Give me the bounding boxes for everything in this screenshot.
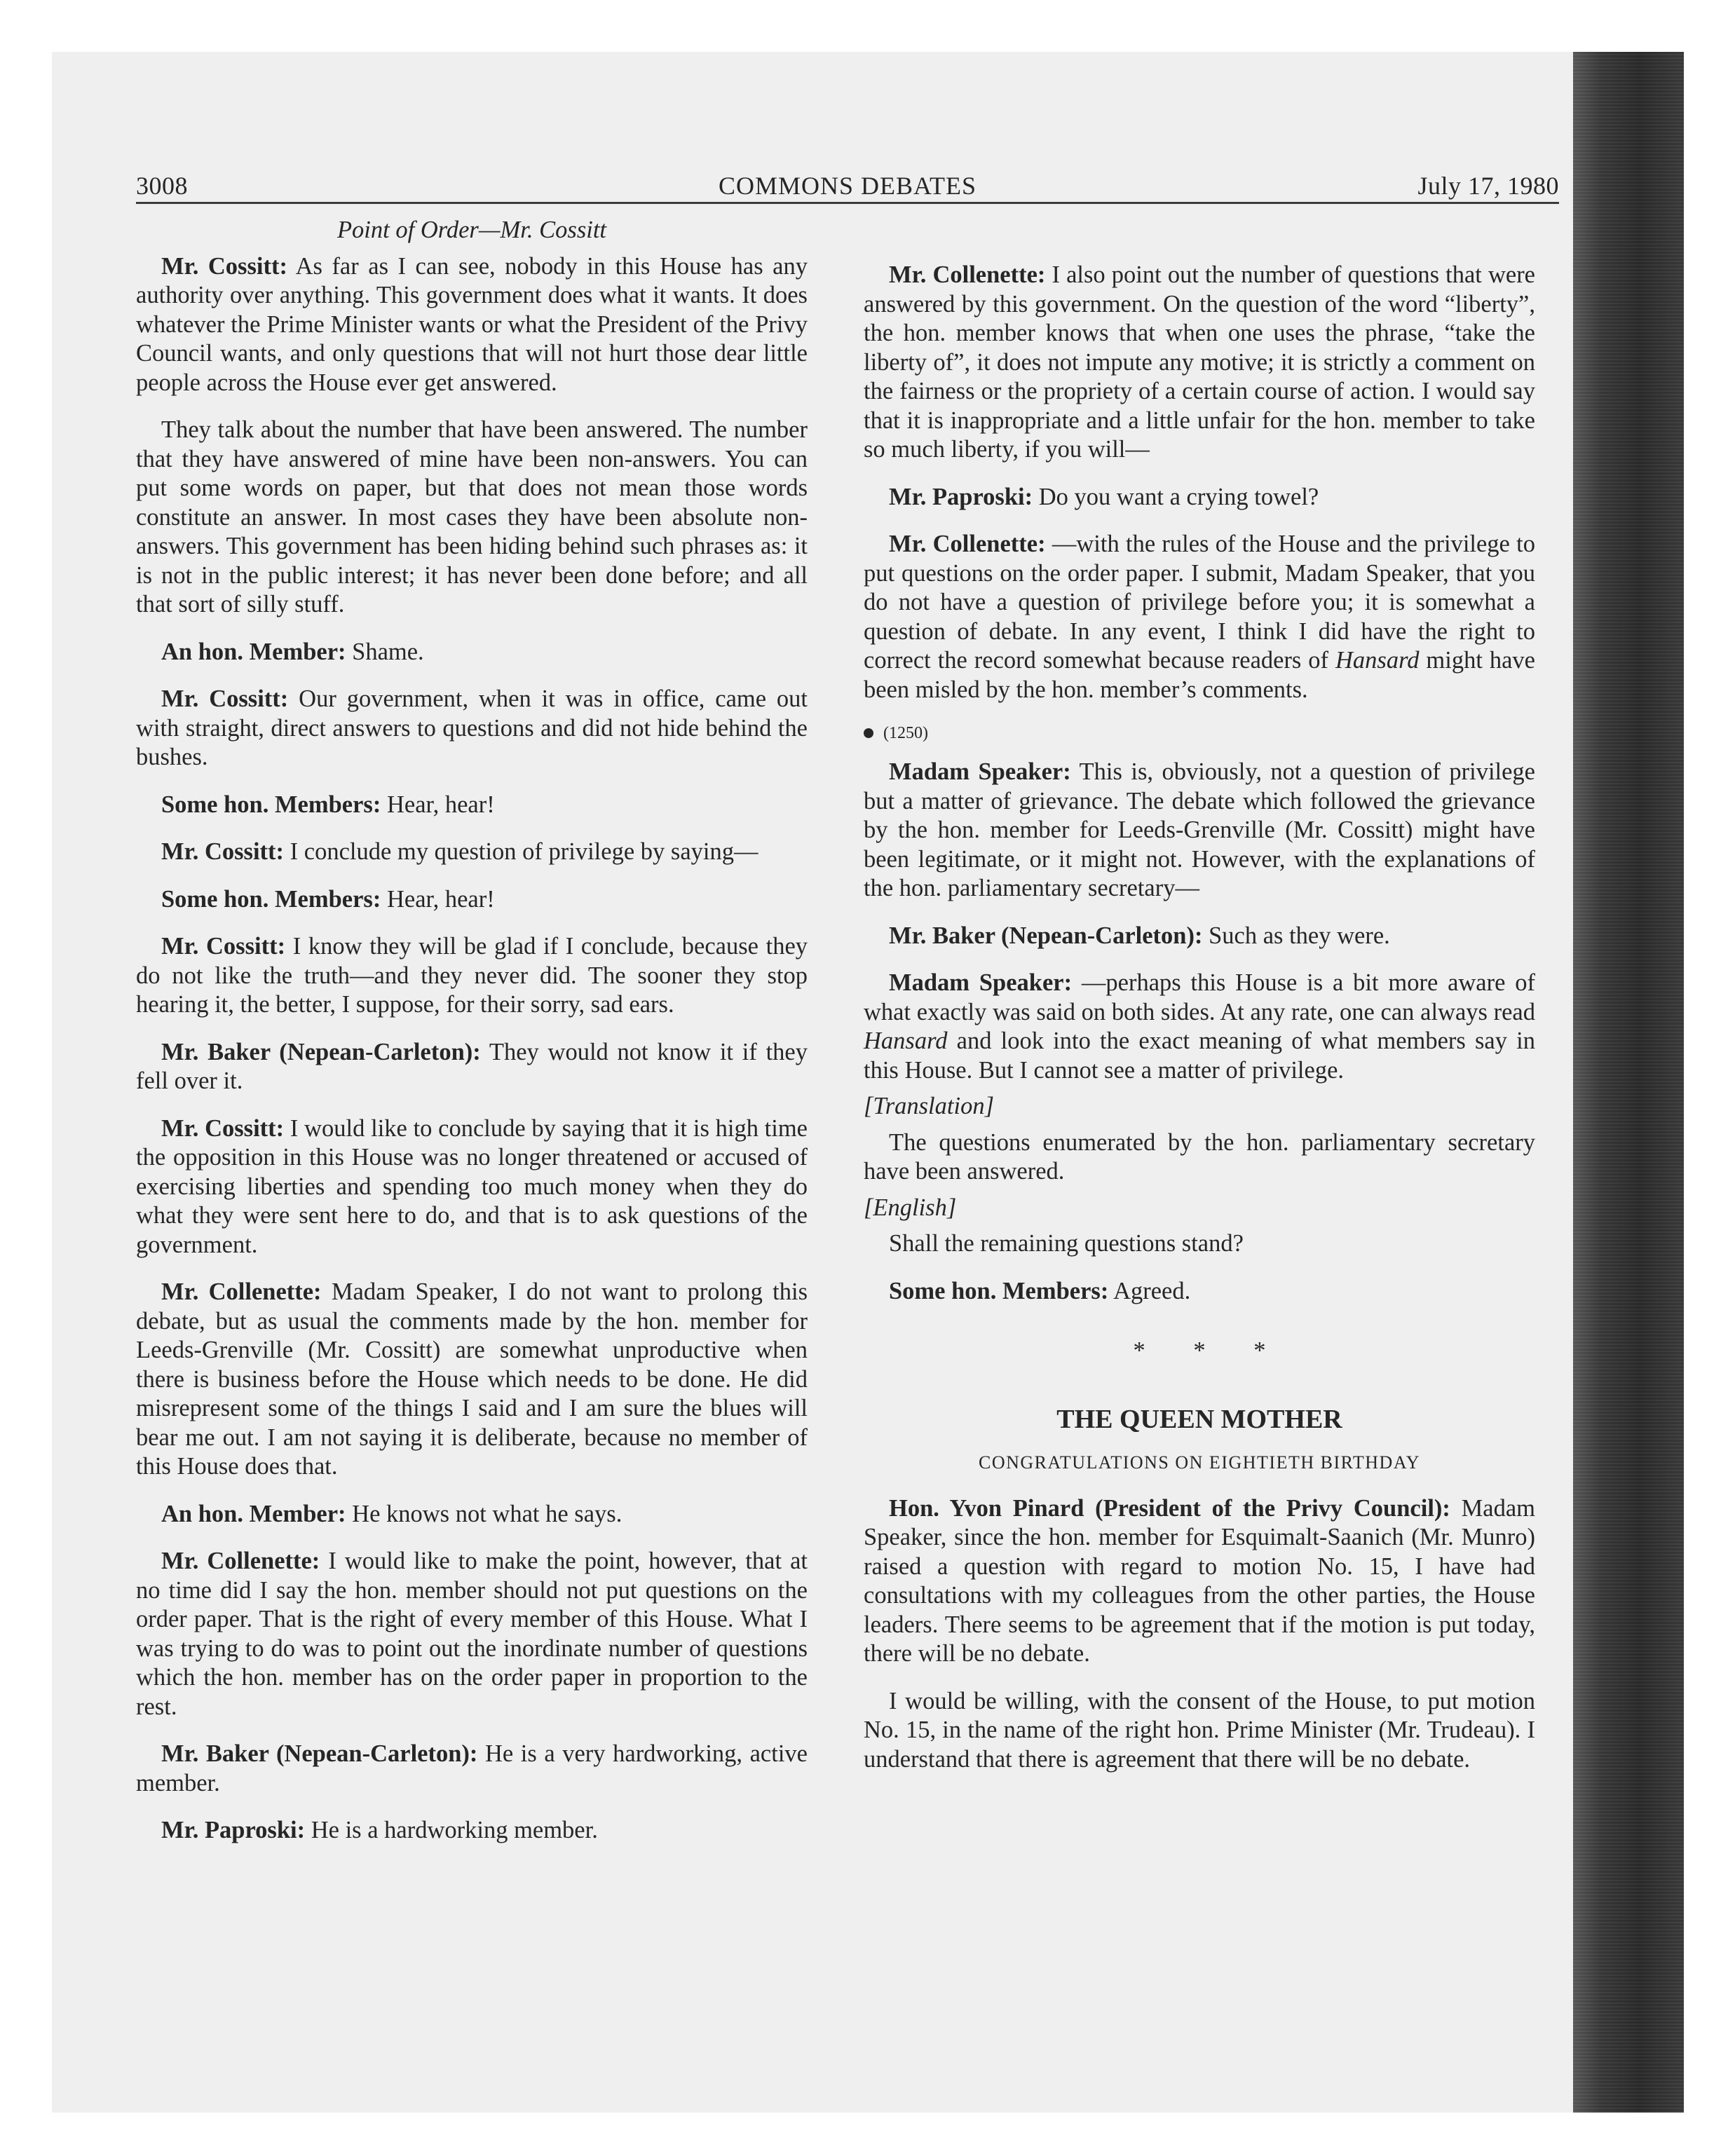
speech-text: Shall the remaining questions stand? [889,1230,1244,1257]
speech-paragraph [136,638,808,667]
section-heading: Point of Order—Mr. Cossitt [336,217,606,243]
speaker-name: Mr. Cossitt: [161,933,286,960]
speech-paragraph [864,1229,1535,1259]
speech-text: I would like to conclude by saying that it is high time the opposition in this House was no longer threatened or accused of exercising liberties and spending too much money when they do what they were sent here to do, and that is to ask questions of the government. [136,1114,808,1258]
speech-text: The questions enumerated by the hon. parliamentary secretary have been answered. [864,1128,1535,1185]
speaker-name: An hon. Member: [161,1500,346,1527]
publication-name: Hansard [1335,647,1420,674]
speech-text: He is a hardworking member. [305,1817,598,1843]
language-tag: [Translation] [864,1093,994,1119]
page-binding-edge [1573,52,1684,2113]
speech-text: Shame. [346,638,424,665]
left-column [136,216,808,1864]
speech-text: Madam Speaker, since the hon. member for Esquimalt-Saanich (Mr. Munro) raised a question with regard to motion No. 15, I have had consultations with my colleagues from the other parties, the House leaders. There seems to be agreement that if the motion is put today, there will be no debate. [864,1494,1535,1667]
speaker-name: Mr. Cossitt: [161,838,285,865]
speech-paragraph [864,1687,1535,1775]
speaker-name: Madam Speaker: [889,758,1071,785]
speech-paragraph [864,261,1535,465]
speaker-name: Mr. Collenette: [889,531,1046,557]
speech-text: I conclude my question of privilege by saying— [284,838,758,865]
speaker-name: Mr. Paproski: [889,483,1033,510]
speech-text: Madam Speaker, I do not want to prolong this debate, but as usual the comments made by the hon. member for Leeds-Grenville (Mr. Cossitt) are somewhat unproductive when there is business before the House which needs to be done. He did misrepresent some of the things I said and I am sure the blues will bear me out. I am not saying it is deliberate, because no member of this House does that. [136,1278,808,1480]
speaker-name: Mr. Cossitt: [161,685,289,712]
speaker-name: Mr. Paproski: [161,1817,306,1843]
header-rule [136,202,1559,204]
publication-name: Hansard [864,1028,948,1054]
time-marker [864,723,1535,744]
speaker-name: Some hon. Members: [161,885,381,913]
speech-text: Such as they were. [1202,922,1390,949]
speech-paragraph [136,1816,808,1845]
speech-paragraph [136,932,808,1020]
speech-paragraph [864,1277,1535,1306]
speaker-name: Mr. Collenette: [889,261,1046,288]
speaker-name: Hon. Yvon Pinard (President of the Privy Council): [889,1494,1450,1522]
language-tag: [English] [864,1194,957,1221]
speech-text: I know they will be glad if I conclude, because they do not like the truth—and they never did. The sooner they stop hearing it, the better, I suppose, for their sorry, sad ears. [136,933,808,1018]
speaker-name: Mr. Baker (Nepean-Carleton): [889,922,1203,949]
speech-paragraph [136,885,808,915]
speaker-name: Some hon. Members: [889,1277,1109,1304]
speech-paragraph [864,969,1535,1085]
speech-paragraph [136,1278,808,1482]
speech-text: He is a very hardworking, active member. [136,1740,808,1796]
speech-paragraph [136,1038,808,1096]
speech-paragraph [136,791,808,820]
speech-text: They talk about the number that have been answered. The number that they have answered of mine have been non-answers. You can put some words on paper, but that does not mean those words constitute an answer. In most cases they have been absolute non-answers. This government has been hiding behind such phrases as: it is not in the public interest; it has never been done before; and all that sort of silly stuff. [136,416,808,618]
speech-paragraph [864,1494,1535,1669]
speech-text: This is, obviously, not a question of privilege but a matter of grievance. The debate which followed the grievance by the hon. member for Leeds-Grenville (Mr. Cossitt) might have been legitimate, or it might not. However, with the explanations of the hon. parliamentary secretary— [864,758,1535,901]
speaker-name: Mr. Cossitt: [161,252,287,280]
right-column [864,261,1535,1792]
speech-paragraph [136,685,808,772]
speaker-name: Madam Speaker: [889,969,1073,996]
speech-paragraph [136,1740,808,1798]
speech-text: They would not know it if they fell over it. [136,1038,808,1094]
speaker-name: Some hon. Members: [161,791,381,818]
speaker-name: Mr. Collenette: [161,1548,320,1574]
speech-paragraph [864,1128,1535,1187]
speech-paragraph [864,922,1535,951]
speech-text: might have been misled by the hon. member’s comments. [864,647,1535,703]
speech-paragraph [136,1114,808,1260]
speech-text: Our government, when it was in office, came out with straight, direct answers to questions and did not hide behind the bushes. [136,685,808,770]
speech-text: He knows not what he says. [346,1500,622,1527]
bullet-icon [864,728,873,738]
speech-text: I would like to make the point, however, that at no time did I say the hon. member should not put questions on the order paper. That is the right of every member of this House. What I was trying to do was to point out the inordinate number of questions which the hon. member has on the order paper in proportion to the rest. [136,1548,808,1720]
publication-date: July 17, 1980 [1417,172,1559,200]
speech-paragraph [136,252,808,398]
speech-text: and look into the exact meaning of what members say in this House. But I cannot see a matter of privilege. [864,1028,1535,1084]
speech-text: As far as I can see, nobody in this House has any authority over anything. This government does what it wants. It does whatever the Prime Minister wants or what the President of the Privy Council wants, and only questions that will not hurt those dear little people across the House ever get answered. [136,252,808,396]
speaker-name: Mr. Baker (Nepean-Carleton): [161,1740,478,1767]
speech-text: Do you want a crying towel? [1033,483,1319,510]
page-number: 3008 [136,172,188,200]
speech-paragraph [864,483,1535,512]
speech-paragraph [136,838,808,867]
speaker-name: Mr. Cossitt: [161,1114,285,1142]
section-separator: * * * [1133,1337,1287,1364]
speaker-name: Mr. Baker (Nepean-Carleton): [161,1038,481,1065]
speaker-name: An hon. Member: [161,638,346,665]
speech-paragraph [864,530,1535,704]
speech-paragraph [136,1500,808,1529]
time-stamp: (1250) [883,724,928,742]
speaker-name: Mr. Collenette: [161,1278,322,1305]
speech-text: Agreed. [1108,1277,1191,1304]
page-header [136,168,1559,203]
speech-paragraph [136,1547,808,1721]
section-title: THE QUEEN MOTHER [1056,1404,1342,1434]
speech-text: Hear, hear! [381,885,495,913]
speech-text: Hear, hear! [381,791,495,818]
speech-text: I would be willing, with the consent of the House, to put motion No. 15, in the name of the right hon. Prime Minister (Mr. Trudeau). I understand that there is agreement that there will be no debate. [864,1687,1535,1773]
publication-title: COMMONS DEBATES [718,172,977,200]
speech-text: —with the rules of the House and the privilege to put questions on the order paper. I submit, Madam Speaker, that you do not have a question of privilege before you; it is somewhat a question of debate. In any event, I think I did have the right to correct the record somewhat because readers of [864,531,1535,674]
speech-paragraph [864,758,1535,903]
speech-paragraph [136,416,808,620]
speech-text: I also point out the number of questions that were answered by this government. On the question of the word “liberty”, the hon. member knows that when one uses the phrase, “take the liberty of”, it does not impute any motive; it is strictly a comment on the fairness or the propriety of a certain course of action. I would say that it is inappropriate and a little unfair for the hon. member to take so much liberty, if you will— [864,261,1535,463]
speech-text: —perhaps this House is a bit more aware of what exactly was said on both sides. At any rate, one can always read [864,969,1535,1025]
section-subtitle: CONGRATULATIONS ON EIGHTIETH BIRTHDAY [978,1452,1420,1473]
